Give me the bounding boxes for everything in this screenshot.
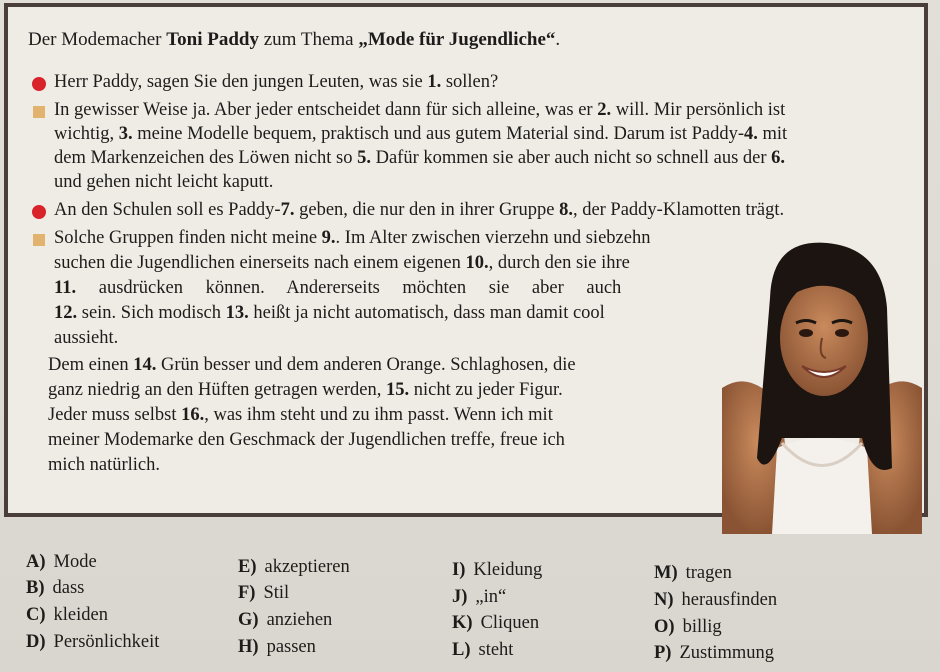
answer-2-line-10: mich natürlich. <box>48 455 160 475</box>
option-i <box>452 560 542 581</box>
gap-number: 12. <box>54 303 78 323</box>
option-word: kleiden <box>53 605 108 625</box>
option-key: O) <box>654 617 675 637</box>
option-key: L) <box>452 640 471 660</box>
option-f <box>238 583 289 604</box>
option-key: B) <box>26 578 45 598</box>
option-key: E) <box>238 557 257 577</box>
option-n <box>654 590 777 611</box>
option-word: tragen <box>685 563 732 583</box>
intro-post: . <box>555 29 561 50</box>
option-key: K) <box>452 613 473 633</box>
gap-number: 7. <box>280 200 295 220</box>
portrait-photo <box>722 238 922 534</box>
option-o <box>654 617 722 638</box>
question-1: Herr Paddy, sagen Sie den jungen Leuten, was sie 1. sollen? <box>54 72 499 92</box>
answer-1-line-3: dem Markenzeichen des Löwen nicht so 5. Dafür kommen sie aber auch nicht so schnell aus der 6. <box>54 148 786 168</box>
option-word: Zustimmung <box>679 643 775 663</box>
option-g <box>238 610 332 631</box>
option-h <box>238 637 316 658</box>
option-word: herausfinden <box>681 590 778 610</box>
gap-number: 3. <box>118 124 133 144</box>
intro-name: Toni Paddy <box>166 29 259 50</box>
option-key: N) <box>654 590 674 610</box>
answer-2-line-6: Dem einen 14. Grün besser und dem anderen Orange. Schlaghosen, die <box>48 355 576 375</box>
answer-2-line-8: Jeder muss selbst 16., was ihm steht und zu ihm passt. Wenn ich mit <box>48 405 553 425</box>
option-k <box>452 613 539 634</box>
option-j <box>452 587 506 608</box>
answer-2-line-4: 12. sein. Sich modisch 13. heißt ja nicht automatisch, dass man damit cool <box>54 303 605 323</box>
gap-number: 9. <box>321 228 336 248</box>
intro-mid: zum Thema <box>258 29 359 50</box>
answer-1-line-1: In gewisser Weise ja. Aber jeder entscheidet dann für sich alleine, was er 2. will. Mir persönlich ist <box>54 100 786 120</box>
option-word: „in“ <box>475 587 507 607</box>
option-key: F) <box>238 583 256 603</box>
answer-marker-icon <box>33 106 45 118</box>
option-l <box>452 640 513 661</box>
option-key: M) <box>654 563 678 583</box>
gap-number: 4. <box>744 124 758 144</box>
gap-number: 13. <box>225 303 249 323</box>
answer-2-line-7: ganz niedrig an den Hüften getragen werden, 15. nicht zu jeder Figur. <box>48 380 563 400</box>
option-word: Persönlichkeit <box>53 632 160 652</box>
option-key: P) <box>654 643 672 663</box>
option-word: steht <box>478 640 514 660</box>
option-word: Cliquen <box>480 613 540 633</box>
gap-number: 5. <box>357 148 371 168</box>
question-marker-icon <box>32 77 46 91</box>
answer-2-line-2: suchen die Jugendlichen einerseits nach einem eigenen 10., durch den sie ihre <box>54 253 630 273</box>
question-2: An den Schulen soll es Paddy-7. geben, die nur den in ihrer Gruppe 8., der Paddy-Klamotten trägt. <box>54 200 785 220</box>
option-a <box>26 552 97 573</box>
intro-line <box>28 29 560 51</box>
option-word: Kleidung <box>473 560 543 580</box>
answer-marker-icon <box>33 234 45 246</box>
option-word: akzeptieren <box>264 557 350 577</box>
answer-2-line-3: 11. ausdrücken können. Andererseits möchten sie aber auch <box>54 278 622 298</box>
option-key: C) <box>26 605 46 625</box>
option-b <box>26 578 84 599</box>
option-d <box>26 632 159 653</box>
option-key: H) <box>238 637 259 657</box>
gap-number: 2. <box>597 100 612 120</box>
gap-number: 8. <box>559 200 573 220</box>
option-word: passen <box>266 637 316 657</box>
intro-topic: „Mode für Jugendliche“ <box>358 29 556 50</box>
gap-number: 10. <box>465 253 489 273</box>
answer-2-line-1: Solche Gruppen finden nicht meine 9.. Im Alter zwischen vierzehn und siebzehn <box>54 228 651 248</box>
option-key: J) <box>452 587 468 607</box>
option-m <box>654 563 732 584</box>
option-key: A) <box>26 552 46 572</box>
gap-number: 14. <box>133 355 157 375</box>
option-word: billig <box>682 617 722 637</box>
answer-1-line-2: wichtig, 3. meine Modelle bequem, praktisch und aus gutem Material sind. Darum ist Paddy-4. mit <box>54 124 788 144</box>
option-c <box>26 605 108 626</box>
option-p <box>654 643 774 664</box>
option-word: anziehen <box>266 610 333 630</box>
portrait-photo-icon <box>722 238 922 534</box>
gap-number: 15. <box>386 380 410 400</box>
option-key: I) <box>452 560 466 580</box>
option-e <box>238 557 350 578</box>
option-key: D) <box>26 632 46 652</box>
gap-number: 1. <box>427 72 442 92</box>
intro-pre: Der Modemacher <box>28 29 167 50</box>
gap-number: 6. <box>771 148 786 168</box>
option-key: G) <box>238 610 259 630</box>
answer-2-line-9: meiner Modemarke den Geschmack der Jugendlichen treffe, freue ich <box>48 430 565 450</box>
gap-number: 11. <box>54 278 77 298</box>
answer-1-line-4: und gehen nicht leicht kaputt. <box>54 172 274 192</box>
gap-number: 16. <box>181 405 205 425</box>
question-marker-icon <box>32 205 46 219</box>
option-word: dass <box>52 578 85 598</box>
option-word: Mode <box>53 552 97 572</box>
answer-2-line-5: aussieht. <box>54 328 119 348</box>
option-word: Stil <box>263 583 290 603</box>
